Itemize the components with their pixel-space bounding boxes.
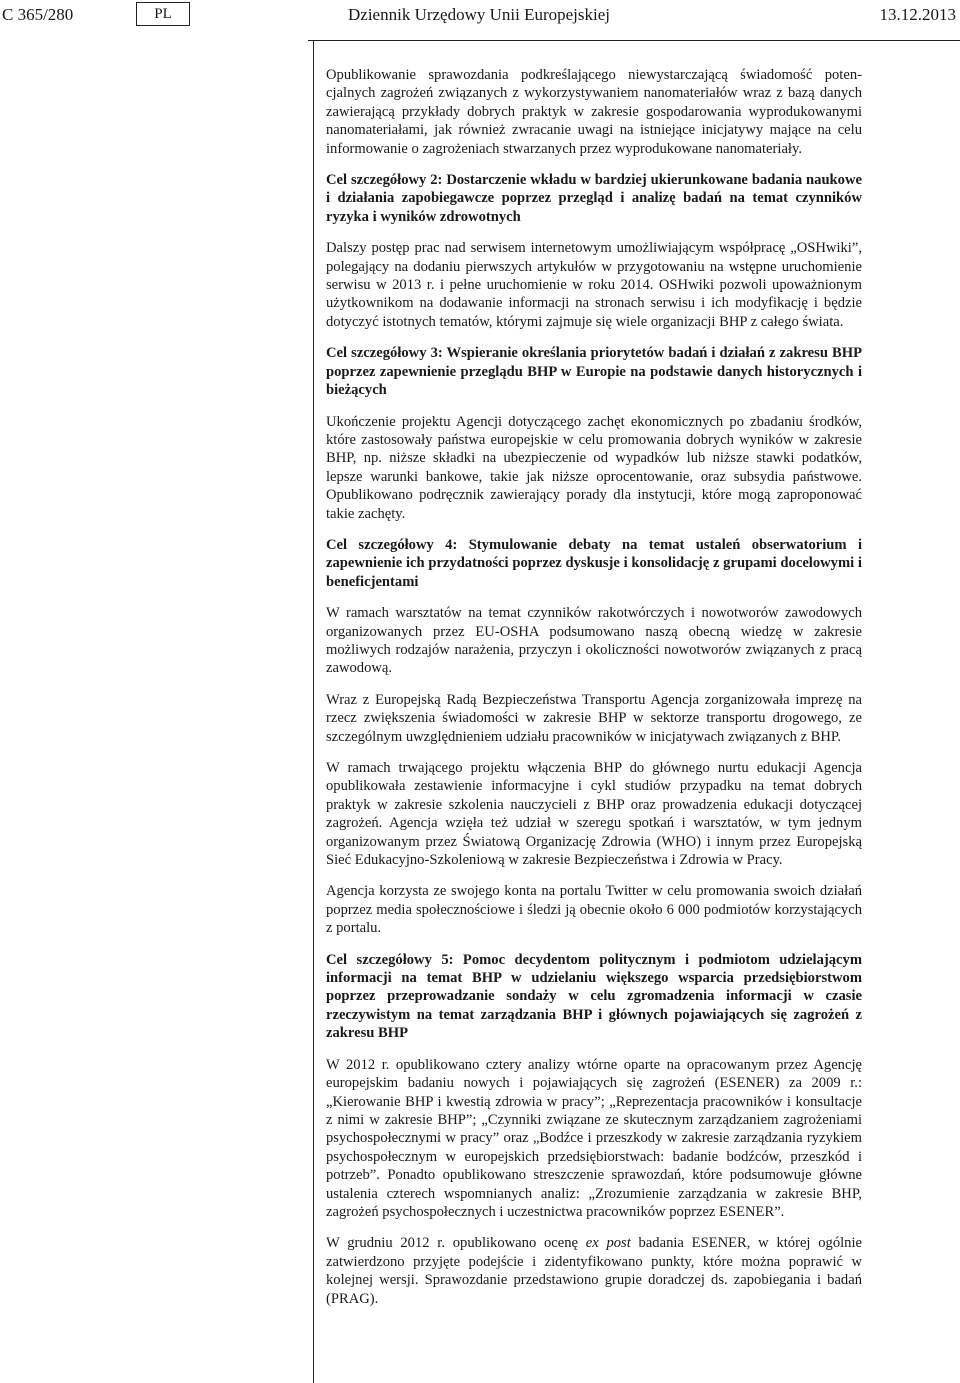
page-header xyxy=(0,0,960,30)
paragraph-text: W grudniu 2012 r. opublikowano ocenę xyxy=(326,1235,586,1252)
language-badge: PL xyxy=(136,2,190,26)
objective-heading-5: Cel szczegółowy 5: Pomoc decydentom politycznym i podmiotom udzielającym informacji na temat BHP w udzielaniu większego wsparcia przedsiębiorstwom poprzez przeprowadzanie sondaży w celu zgromadzenia informacji w czasie rzeczywistym na temat zarządzania BHP i głównych pojawiających się zagrożeń z zakresu BHP xyxy=(326,951,862,1042)
paragraph xyxy=(326,1234,862,1308)
paragraph: W 2012 r. opublikowano cztery analizy wtórne oparte na opracowanym przez Agencję europejskim badaniu nowych i pojawiających się zagrożeń (ESENER) za 2009 r.: „Kierowanie BHP i kwestią zdrowia w pracy”; „Reprezentacja pracowników i konsultacje z nimi w zakresie BHP”; „Czynniki związane ze skutecznym zarządzaniem zagrożeniami psychospołecznymi w pracy” oraz „Bodźce i przeszkody w zakresie zarządzania ryzykiem psychospołecznym w europejskich przedsiębiorstwach: badanie bodźców, przeszkód i potrzeb”. Ponadto opublikowano streszczenie sprawozdań, które podsumowuje główne ustalenia czterech wspomnianych analiz: „Zrozumienie zarządzania w zakresie BHP, zagrożeń psychospołecznych i uczestnictwa pracowników poprzez ESENER”. xyxy=(326,1056,862,1220)
objective-heading-2: Cel szczegółowy 2: Dostarczenie wkładu w bardziej ukierunkowane badania naukowe i działania zapobiegawcze poprzez przegląd i analizę badań na temat czynników ryzyka i wyników zdrowotnych xyxy=(326,172,862,225)
italic-term: ex post xyxy=(585,1235,631,1252)
paragraph: Wraz z Europejską Radą Bezpieczeństwa Transportu Agencja zorganizowała imprezę na rzecz zwiększenia świadomości w zakresie BHP w sektorze transportu drogowego, ze szczególnym uwzględnieniem udziału pracowników w inicjatywach związanych z BHP. xyxy=(326,691,862,745)
journal-title: Dziennik Urzędowy Unii Europejskiej xyxy=(348,5,611,24)
column-divider xyxy=(313,40,314,1383)
document-body xyxy=(326,66,862,1321)
paragraph: Agencja korzysta ze swojego konta na portalu Twitter w celu promowania swoich działań poprzez media społecznościowe i śledzi ją obecnie około 6 000 podmiotów korzystających z portalu. xyxy=(326,883,862,937)
paragraph: Dalszy postęp prac nad serwisem internetowym umożliwiającym współpracę „OSHwiki”, polegający na dodaniu pierwszych artykułów w przygotowaniu na wstępne uruchomienie serwisu w 2013 r. i pełne uruchomienie w roku 2014. OSHwiki pozwoli upoważnionym użytkownikom na dodawanie informacji na stronach serwisu i ich modyfikację i będzie dotyczyć istotnych tematów, którymi zajmuje się wiele organizacji BHP z całego świata. xyxy=(326,240,862,330)
journal-reference: C 365/280 xyxy=(2,5,74,24)
publication-date: 13.12.2013 xyxy=(879,5,956,24)
paragraph: Ukończenie projektu Agencji dotyczącego zachęt ekonomicznych po zbadaniu środków, które zastosowały państwa europejskie w celu promowania dobrych wyników w zakresie BHP, np. niższe składki na ubezpieczenie od wypadków lub niższe stawki podatków, lepsze warunki bankowe, takie jak niższe oprocentowanie, oraz subsydia państwowe. Opublikowano podręcznik zawierający porady dla instytucji, które mogą zaproponować takie zachęty. xyxy=(326,413,862,522)
objective-heading-4: Cel szczegółowy 4: Stymulowanie debaty na temat ustaleń obserwatorium i zapewnienie ich przydatności poprzez dyskusje i konsolidację z grupami docelowymi i beneficjentami xyxy=(326,536,862,590)
paragraph-text: badania ESENER, w której ogólnie zatwierdzono przyjęte podejście i zidentyfikowano punkty, które można poprawić w kolejnej wersji. Sprawozdanie przedstawiono grupie doradczej ds. zapobiegania i badań (PRAG). xyxy=(326,1235,863,1307)
header-divider xyxy=(308,40,960,41)
objective-heading-3: Cel szczegółowy 3: Wspieranie określania priorytetów badań i działań z zakresu BHP poprzez zapewnienie przeglądu BHP w Europie na podstawie danych historycznych i bieżących xyxy=(326,345,862,399)
paragraph: Opublikowanie sprawozdania podkreślającego niewystarczającą świadomość potencjalnych zagrożeń związanych z wykorzystywaniem nanomateriałów wraz z bazą danych zawierającą przykłady dobrych praktyk w zakresie gospodarowania wyprodukowanymi nanomateriałami, jak również zwracanie uwagi na istniejące inicjatywy mające na celu informowanie o zagrożeniach stwarzanych przez wyprodukowane nanomateriały. xyxy=(326,67,862,157)
paragraph: W ramach trwającego projektu włączenia BHP do głównego nurtu edukacji Agencja opublikowała zestawienie informacyjne i cykl studiów przypadku na temat dobrych praktyk w zakresie szkolenia nauczycieli z BHP oraz prowadzenia edukacji dotyczącej zagrożeń. Agencja wzięła też udział w szeregu spotkań i warsztatów, w tym jednym organizowanym przez Światową Organizację Zdrowia (WHO) i innym przez Europejską Sieć Edukacyjno-Szkoleniową w zakresie Bezpieczeństwa i Zdrowia w Pracy. xyxy=(326,760,862,869)
paragraph: W ramach warsztatów na temat czynników rakotwórczych i nowotworów zawodowych organizowanych przez EU-OSHA podsumowano naszą obecną wiedzę w zakresie możliwych rodzajów narażenia, przyczyn i okoliczności nowotworów związanych z pracą zawodową. xyxy=(326,605,862,677)
